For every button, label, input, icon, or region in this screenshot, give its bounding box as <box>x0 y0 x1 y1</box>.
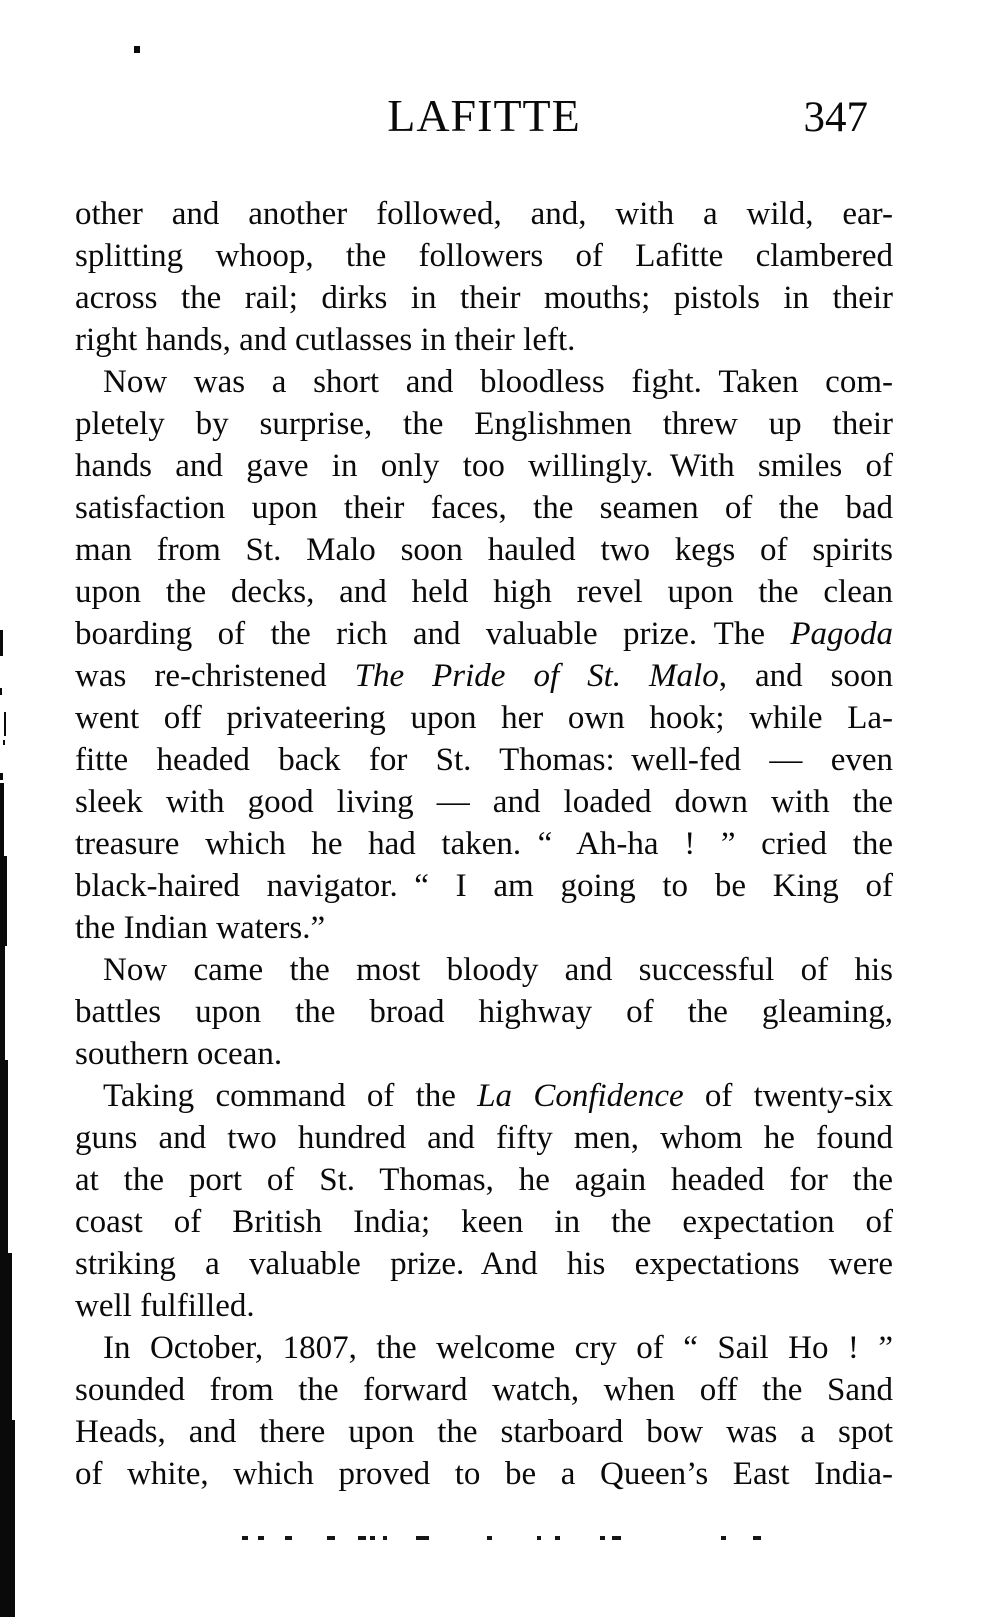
paragraph <box>75 193 893 361</box>
text-line <box>75 907 893 949</box>
text-segment: at the port of St. Thomas, he again headed for the <box>75 1162 893 1198</box>
italic-text: La Confidence <box>477 1078 684 1114</box>
scan-artifact <box>0 944 5 1062</box>
text-segment: pletely by surprise, the Englishmen threw up their <box>75 406 893 442</box>
text-line <box>75 319 893 361</box>
text-line <box>75 655 893 697</box>
footer-fragment-dash <box>383 1536 387 1540</box>
text-segment: black-haired navigator. “ I am going to be King of <box>75 868 893 904</box>
text-line <box>75 1285 893 1327</box>
text-line <box>75 781 893 823</box>
text-segment: treasure which he had taken. “ Ah-ha ! ” cried the <box>75 826 893 862</box>
scan-artifact <box>0 1420 15 1617</box>
body-text <box>75 193 893 1495</box>
footer-fragment-dash <box>285 1536 292 1540</box>
footer-fragment-dash <box>753 1536 761 1540</box>
footer-fragment-dash <box>242 1536 248 1540</box>
text-segment: boarding of the rich and valuable prize. The <box>75 616 791 652</box>
footer-fragment-dash <box>327 1536 335 1540</box>
text-segment: Taking command of the <box>103 1078 478 1114</box>
text-line <box>75 1201 893 1243</box>
text-segment: went off privateering upon her own hook; while La- <box>75 700 893 736</box>
paragraph <box>75 361 893 949</box>
text-line <box>75 403 893 445</box>
text-segment: hands and gave in only too willingly. With smiles of <box>75 448 893 484</box>
text-segment: , and soon <box>718 658 893 694</box>
paragraph <box>75 949 893 1075</box>
text-segment: across the rail; dirks in their mouths; pistols in their <box>75 280 893 316</box>
text-segment: coast of British India; keen in the expectation of <box>75 1204 893 1240</box>
text-line <box>75 865 893 907</box>
text-segment: striking a valuable prize. And his expectations were <box>75 1246 893 1282</box>
footer-fragment-dash <box>416 1536 429 1540</box>
text-segment: Heads, and there upon the starboard bow was a spot <box>75 1414 893 1450</box>
text-line <box>75 1117 893 1159</box>
text-line <box>75 697 893 739</box>
italic-text: The Pride of St. Malo <box>354 658 719 694</box>
text-line <box>75 277 893 319</box>
text-line <box>75 1033 893 1075</box>
text-line <box>75 1243 893 1285</box>
footer-fragment-dash <box>612 1536 621 1540</box>
text-segment: sounded from the forward watch, when off the Sand <box>75 1372 893 1408</box>
italic-text: Pagoda <box>790 616 893 652</box>
scan-artifact <box>3 740 5 745</box>
text-line <box>75 1369 893 1411</box>
text-segment: southern ocean. <box>75 1036 283 1072</box>
footer-fragment-dash <box>721 1536 726 1540</box>
footer-fragment-dash <box>370 1536 375 1540</box>
text-segment: of white, which proved to be a Queen’s East India- <box>75 1456 893 1492</box>
scan-artifact <box>0 856 7 946</box>
text-segment: was re-christened <box>75 658 355 694</box>
text-segment: Now was a short and bloodless fight. Taken com- <box>103 364 893 400</box>
footer-fragment-dash <box>537 1536 541 1540</box>
footer-fragment-dash <box>555 1536 560 1540</box>
text-line <box>75 571 893 613</box>
text-segment: fitte headed back for St. Thomas: well-fed — even <box>75 742 893 778</box>
text-line <box>75 823 893 865</box>
scan-artifact <box>0 688 2 695</box>
text-line <box>75 1411 893 1453</box>
text-segment: sleek with good living — and loaded down with the <box>75 784 893 820</box>
text-segment: well fulfilled. <box>75 1288 255 1324</box>
text-line <box>75 361 893 403</box>
paragraph <box>75 1075 893 1327</box>
scan-artifact <box>0 1253 12 1423</box>
text-line <box>75 1075 893 1117</box>
text-segment: the Indian waters.” <box>75 910 326 946</box>
text-segment: battles upon the broad highway of the gleaming, <box>75 994 893 1030</box>
page-number: 347 <box>803 94 868 141</box>
text-line <box>75 1327 893 1369</box>
text-segment: right hands, and cutlasses in their left. <box>75 322 576 358</box>
text-segment: In October, 1807, the welcome cry of “ Sail Ho ! ” <box>103 1330 893 1366</box>
scan-artifact <box>0 783 4 858</box>
text-segment: splitting whoop, the followers of Lafitte clambered <box>75 238 893 274</box>
text-segment: other and another followed, and, with a wild, ear- <box>75 196 893 232</box>
text-line <box>75 1159 893 1201</box>
text-line <box>75 193 893 235</box>
text-line <box>75 445 893 487</box>
running-title: LAFITTE <box>387 90 581 141</box>
scan-artifact <box>0 773 3 780</box>
text-line <box>75 991 893 1033</box>
footer-fragment-dash <box>600 1536 605 1540</box>
scan-artifact <box>0 630 3 656</box>
text-line <box>75 1453 893 1495</box>
text-segment: satisfaction upon their faces, the seamen of the bad <box>75 490 893 526</box>
text-segment: Now came the most bloody and successful of his <box>103 952 893 988</box>
text-line <box>75 739 893 781</box>
scan-artifact <box>0 1060 8 1255</box>
scan-artifact <box>134 46 140 53</box>
text-line <box>75 949 893 991</box>
text-line <box>75 529 893 571</box>
text-line <box>75 613 893 655</box>
text-line <box>75 235 893 277</box>
footer-fragment-dash <box>258 1536 264 1540</box>
footer-fragment-dash <box>487 1536 492 1540</box>
text-segment: of twenty-six <box>683 1078 893 1114</box>
footer-fragment-dash <box>358 1536 366 1540</box>
paragraph <box>75 1327 893 1495</box>
text-segment: man from St. Malo soon hauled two kegs of spirits <box>75 532 893 568</box>
text-line <box>75 487 893 529</box>
text-segment: upon the decks, and held high revel upon the clean <box>75 574 893 610</box>
text-segment: guns and two hundred and fifty men, whom he found <box>75 1120 893 1156</box>
scan-artifact <box>4 712 6 736</box>
